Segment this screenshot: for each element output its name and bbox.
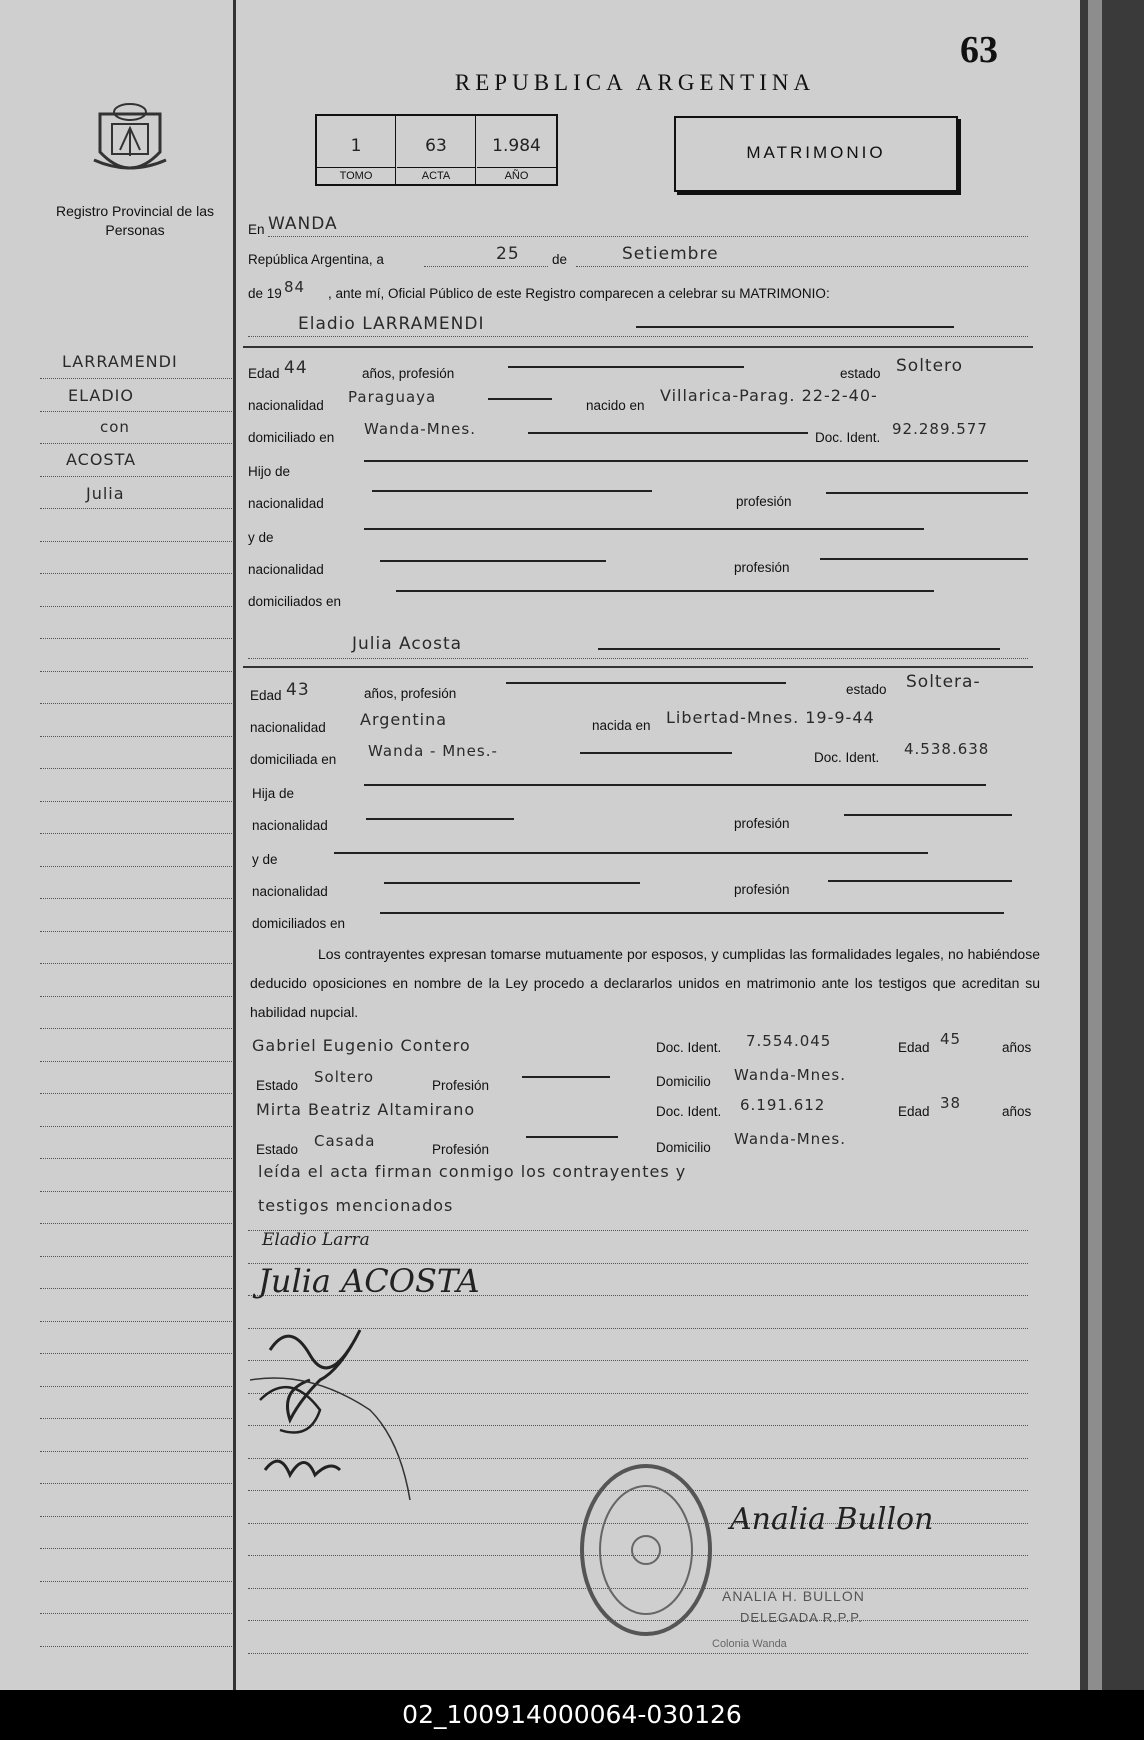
margin-ruled-line — [40, 1158, 232, 1159]
bride-profesion3-label: profesión — [734, 882, 790, 897]
bride-yde-line — [334, 852, 928, 854]
bride-edad: 43 — [286, 680, 310, 700]
witness1-edad-label: Edad — [898, 1040, 930, 1055]
margin-ruled-line — [40, 541, 232, 542]
year-prefix: de 19 — [248, 286, 282, 301]
witness2-estado: Casada — [314, 1132, 376, 1150]
witness1-doc: 7.554.045 — [746, 1032, 832, 1050]
margin-ruled-line — [40, 1646, 232, 1647]
witness1-name: Gabriel Eugenio Contero — [252, 1036, 471, 1055]
margin-ruled-line — [40, 1223, 232, 1224]
groom-doc: 92.289.577 — [892, 420, 988, 438]
groom-edad: 44 — [284, 358, 308, 378]
bride-signature: Julia ACOSTA — [258, 1262, 480, 1300]
groom-name-line — [636, 326, 954, 328]
groom-prof2-line — [826, 492, 1028, 494]
margin-ruled-line — [40, 833, 232, 834]
bride-nacionalidad3-label: nacionalidad — [252, 884, 328, 899]
margin-ruled-line — [40, 573, 232, 574]
groom-nac2-line — [372, 490, 652, 492]
witness2-edad: 38 — [940, 1094, 962, 1112]
groom-domicilio-label: domiciliado en — [248, 430, 335, 445]
groom-profesion-label: años, profesión — [362, 366, 455, 381]
binding-strip — [1088, 0, 1102, 1690]
bride-nac2-line — [366, 818, 514, 820]
margin-ruled-line — [40, 1353, 232, 1354]
margin-ruled-line — [40, 768, 232, 769]
witness2-anos-label: años — [1002, 1104, 1032, 1119]
bride-hija-label: Hija de — [252, 786, 295, 801]
registry-stamp-icon — [576, 1460, 716, 1640]
en-label: En — [248, 222, 265, 237]
margin-ruled-line — [40, 1451, 232, 1452]
groom-nacido: Villarica-Parag. 22-2-40- — [660, 386, 878, 405]
bride-nacida: Libertad-Mnes. 19-9-44 — [666, 708, 875, 727]
witness-signatures-scribble — [250, 1310, 420, 1510]
margin-ruled-line — [40, 898, 232, 899]
month-line — [576, 266, 1028, 267]
de-label: de — [552, 252, 568, 267]
bride-profesion2-label: profesión — [734, 816, 790, 831]
page-number: 63 — [960, 29, 998, 71]
margin-note-given: ELADIO — [68, 386, 134, 405]
witness1-anos-label: años — [1002, 1040, 1032, 1055]
groom-yde-label: y de — [248, 530, 274, 545]
witness1-estado-label: Estado — [256, 1078, 299, 1093]
bride-nacionalidad-label: nacionalidad — [250, 720, 326, 735]
document-type-box — [674, 116, 958, 192]
bride-estado: Soltera- — [906, 672, 981, 692]
ano-value: 1.984 — [492, 136, 541, 156]
body-ruled-line — [248, 1653, 1028, 1654]
witness2-profesion-line — [526, 1136, 618, 1138]
witness1-profesion-line — [522, 1076, 610, 1078]
country-title: REPUBLICA ARGENTINA — [454, 70, 816, 95]
tomo-acta-ano-box — [315, 114, 558, 186]
bride-name-line — [598, 648, 1000, 650]
groom-doc-label: Doc. Ident. — [815, 430, 881, 445]
bride-yde-label: y de — [252, 852, 278, 867]
day-line — [424, 266, 548, 267]
bride-doc-label: Doc. Ident. — [814, 750, 880, 765]
bride-domicilio-label: domiciliada en — [250, 752, 337, 767]
margin-ruled-line — [40, 606, 232, 607]
witness2-domicilio-label: Domicilio — [656, 1140, 711, 1155]
bride-prof2-line — [844, 814, 1012, 816]
groom-nacionalidad3-label: nacionalidad — [248, 562, 324, 577]
document-type-label: MATRIMONIO — [746, 143, 886, 162]
witness1-profesion-label: Profesión — [432, 1078, 490, 1093]
margin-note-surname: LARRAMENDI — [62, 352, 178, 371]
closing-line-2: testigos mencionados — [258, 1196, 454, 1215]
groom-domicilio-line — [528, 432, 808, 434]
bride-profesion-line — [506, 682, 786, 684]
acta-label: ACTA — [397, 167, 475, 182]
groom-nacionalidad2-label: nacionalidad — [248, 496, 324, 511]
witness2-name: Mirta Beatriz Altamirano — [256, 1100, 476, 1119]
bride-domiciliados-line — [380, 912, 1004, 914]
margin-ruled-line — [40, 476, 232, 477]
provincial-seal-icon — [90, 102, 170, 184]
groom-signature: Eladio Larra — [262, 1230, 370, 1250]
margin-note-con: con — [100, 418, 130, 436]
officer-stamp-title: DELEGADA R.P.P. — [740, 1610, 863, 1625]
margin-note-given2: Julia — [86, 484, 125, 503]
ano-label: AÑO — [477, 167, 556, 182]
place-value: WANDA — [268, 214, 338, 234]
witness1-estado: Soltero — [314, 1068, 374, 1086]
tomo-value: 1 — [350, 136, 362, 156]
margin-ruled-line — [40, 703, 232, 704]
margin-ruled-line — [40, 1613, 232, 1614]
bride-prof3-line — [828, 880, 1012, 882]
closing-line-1: leída el acta firman conmigo los contrayentes y — [258, 1162, 687, 1181]
margin-ruled-line — [40, 996, 232, 997]
bride-nacida-label: nacida en — [592, 718, 651, 733]
groom-hijo-label: Hijo de — [248, 464, 291, 479]
witness2-edad-label: Edad — [898, 1104, 930, 1119]
groom-profesion-line — [508, 366, 744, 368]
bride-doc: 4.538.638 — [904, 740, 990, 758]
margin-ruled-line — [40, 443, 232, 444]
margin-ruled-line — [40, 801, 232, 802]
margin-ruled-line — [40, 1028, 232, 1029]
tomo-cell — [317, 116, 396, 184]
margin-ruled-line — [40, 411, 232, 412]
acta-value: 63 — [425, 136, 447, 156]
bride-name-dotted — [248, 658, 1028, 659]
bride-profesion-label: años, profesión — [364, 686, 457, 701]
margin-ruled-line — [40, 1126, 232, 1127]
margin-ruled-line — [40, 1093, 232, 1094]
place-line — [268, 236, 1028, 237]
ano-cell — [477, 116, 556, 184]
margin-ruled-line — [40, 1191, 232, 1192]
groom-hijo-line — [364, 460, 1028, 462]
margin-divider — [233, 0, 236, 1690]
groom-name: Eladio LARRAMENDI — [298, 314, 485, 334]
margin-ruled-line — [40, 1483, 232, 1484]
witness1-edad: 45 — [940, 1030, 962, 1048]
groom-separator — [243, 346, 1033, 348]
witness1-doc-label: Doc. Ident. — [656, 1040, 722, 1055]
intro-sentence: , ante mí, Oficial Público de este Registro comparecen a celebrar su MATRIMONIO: — [328, 286, 830, 301]
margin-ruled-line — [40, 963, 232, 964]
bride-nacionalidad2-label: nacionalidad — [252, 818, 328, 833]
bride-hija-line — [364, 784, 986, 786]
margin-ruled-line — [40, 1418, 232, 1419]
witness2-profesion-label: Profesión — [432, 1142, 490, 1157]
margin-ruled-line — [40, 1256, 232, 1257]
bride-nac3-line — [384, 882, 640, 884]
bride-edad-label: Edad — [250, 688, 282, 703]
month-value: Setiembre — [622, 244, 719, 264]
witness2-domicilio: Wanda-Mnes. — [734, 1130, 846, 1148]
registry-name: Registro Provincial de las Personas — [56, 203, 214, 238]
bride-domicilio-line — [580, 752, 732, 754]
bride-name: Julia Acosta — [352, 634, 463, 654]
witness2-doc-label: Doc. Ident. — [656, 1104, 722, 1119]
groom-nacionalidad-label: nacionalidad — [248, 398, 324, 413]
groom-name-dotted — [248, 336, 1028, 337]
tomo-label: TOMO — [317, 167, 395, 182]
bride-nacionalidad: Argentina — [360, 710, 448, 729]
officer-stamp-name: ANALIA H. BULLON — [722, 1588, 865, 1604]
witness2-doc: 6.191.612 — [740, 1096, 826, 1114]
groom-nacionalidad: Paraguaya — [348, 388, 437, 406]
republica-label: República Argentina, a — [248, 252, 384, 267]
bride-separator — [243, 666, 1033, 668]
groom-domicilio: Wanda-Mnes. — [364, 420, 476, 438]
groom-profesion2-label: profesión — [736, 494, 792, 509]
witness1-domicilio-label: Domicilio — [656, 1074, 711, 1089]
margin-ruled-line — [40, 638, 232, 639]
groom-edad-label: Edad — [248, 366, 280, 381]
margin-ruled-line — [40, 671, 232, 672]
bottom-note: Colonia Wanda — [712, 1638, 787, 1650]
groom-prof3-line — [820, 558, 1028, 560]
bride-estado-label: estado — [846, 682, 887, 697]
bride-domicilio: Wanda - Mnes.- — [368, 742, 498, 760]
groom-nac-line — [488, 398, 552, 400]
groom-domiciliados-line — [396, 590, 934, 592]
margin-ruled-line — [40, 1061, 232, 1062]
margin-ruled-line — [40, 1516, 232, 1517]
margin-ruled-line — [40, 1581, 232, 1582]
margin-ruled-line — [40, 866, 232, 867]
groom-estado-label: estado — [840, 366, 881, 381]
margin-note-surname2: ACOSTA — [66, 450, 137, 469]
groom-domiciliados-label: domiciliados en — [248, 594, 342, 609]
bride-domiciliados-label: domiciliados en — [252, 916, 346, 931]
witness1-domicilio: Wanda-Mnes. — [734, 1066, 846, 1084]
declaration-text: Los contrayentes expresan tomarse mutuamente por esposos, y cumplidas las formalidades legales, no habiéndose deducido oposiciones en nombre de la Ley procedo a declararlos unidos en matrimonio ante los testigos que acreditan su habilidad nupcial. — [250, 946, 1040, 1020]
margin-ruled-line — [40, 931, 232, 932]
groom-nacido-label: nacido en — [586, 398, 645, 413]
groom-estado: Soltero — [896, 356, 964, 376]
margin-ruled-line — [40, 1386, 232, 1387]
groom-profesion3-label: profesión — [734, 560, 790, 575]
acta-cell — [397, 116, 476, 184]
margin-ruled-line — [40, 378, 232, 379]
officer-signature: Analia Bullon — [730, 1502, 934, 1537]
margin-ruled-line — [40, 1288, 232, 1289]
groom-yde-line — [364, 528, 924, 530]
day-value: 25 — [496, 244, 520, 264]
document-id-footer: 02_100914000064-030126 — [0, 1690, 1144, 1740]
margin-ruled-line — [40, 1548, 232, 1549]
margin-ruled-line — [40, 736, 232, 737]
margin-ruled-line — [40, 508, 232, 509]
year-suffix: 84 — [284, 278, 306, 296]
margin-ruled-line — [40, 1321, 232, 1322]
witness2-estado-label: Estado — [256, 1142, 299, 1157]
groom-nac3-line — [380, 560, 606, 562]
